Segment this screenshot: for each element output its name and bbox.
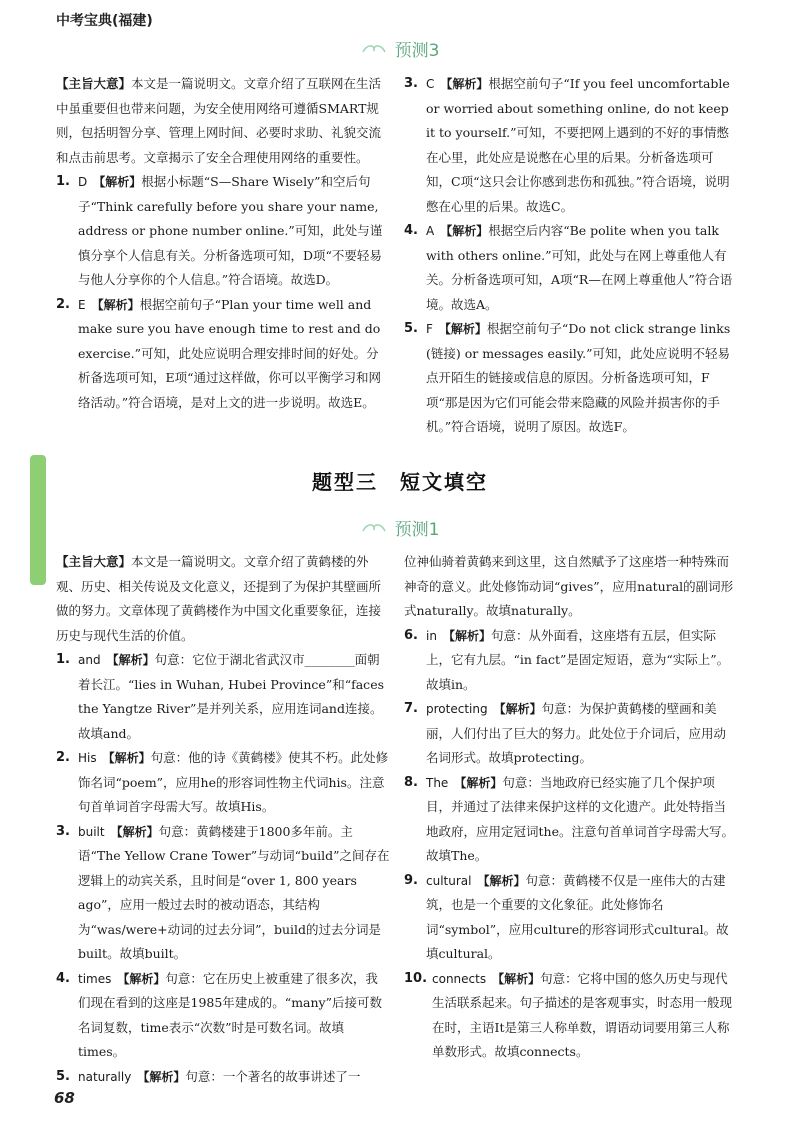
item-number: 5.: [404, 321, 418, 336]
item-number: 4.: [404, 223, 418, 238]
top-left-column: [56, 72, 390, 415]
summary-text: 本文是一篇说明文。文章介绍了互联网在生活中虽重要但也带来问题，为安全使用网络可遵循SMART规则，包括明智分享、管理上网时间、必要时求助、礼貌交流和点击前思考。文章揭示了安全合理使用网络的重要性。: [56, 76, 382, 165]
answer-item: [56, 746, 390, 820]
section-title-text: 预测3: [394, 41, 440, 61]
answer-item: [404, 697, 738, 771]
analysis-text: 根据小标题“S—Share Wisely”和空后句子“Think carefully before you share your name, address or phone number online.”可知，此处与谨慎分享个人信息有关。分析备选项可知，D项“不要轻易与他人分享你的个人信息。”符合语境。故选D。: [78, 174, 383, 287]
analysis-tag: 【解析】: [440, 77, 489, 91]
answer: connects: [432, 971, 487, 986]
heart-leaf-icon: [361, 523, 387, 537]
page-number: 68: [54, 1089, 75, 1107]
analysis-text: 句意：黄鹤楼不仅是一座伟大的古建筑，也是一个重要的文化象征。此处修饰名词“symbol”，应用culture的形容词形式cultural。故填cultural。: [426, 872, 729, 961]
bottom-right-column: [404, 550, 738, 1065]
item-number: 6.: [404, 627, 418, 643]
answer-item: [404, 869, 738, 967]
answer-item: [56, 648, 390, 746]
analysis-tag: 【解析】: [492, 971, 541, 986]
continuation-paragraph: 位神仙骑着黄鹤来到这里，这自然赋予了这座塔一种特殊而神奇的意义。此处修饰动词“gives”，应用natural的副词形式naturally。故填naturally。: [404, 554, 734, 618]
section-heading-question-type-3: 题型三 短文填空: [312, 470, 488, 494]
bottom-left-column: [56, 550, 390, 1089]
analysis-tag: 【解析】: [477, 873, 526, 888]
analysis-text: 句意：为保护黄鹤楼的壁画和美丽，人们付出了巨大的努力。此处位于介词后，应用动名词形式。故填protecting。: [426, 701, 727, 765]
answer: E: [78, 297, 86, 312]
book-header: 中考宝典(福建): [56, 13, 153, 29]
analysis-text: 句意：它位于湖北省武汉市________面朝着长江。“lies in Wuhan, Hubei Province”和“faces the Yangtze River”是并列关系，应用连词and连接。故填and。: [78, 652, 384, 741]
answer: A: [426, 224, 435, 238]
answer: C: [426, 77, 435, 91]
item-number: 10.: [404, 970, 428, 986]
answer-item: [404, 72, 738, 219]
analysis-tag: 【解析】: [440, 224, 489, 238]
analysis-text: 根据空前句子“If you feel uncomfortable or worried about something online, do not keep it to yourself.”可知，不要把网上遇到的不好的事情憋在心里，此处应是说憋在心里的后果。分析备选项可知，C项“这只会让你感到悲伤和孤独。”符合语境，说明憋在心里的后果。故选C。: [426, 76, 730, 214]
item-number: 4.: [56, 970, 70, 986]
analysis-text: 句意：他的诗《黄鹤楼》使其不朽。此处修饰名词“poem”，应用he的形容词性物主代词his。注意句首单词首字母需大写。故填His。: [78, 750, 389, 814]
answer: built: [78, 824, 105, 839]
answer-item: [404, 967, 738, 1065]
answer-item: [56, 820, 390, 967]
answer-item: [56, 293, 390, 416]
answer-item: [56, 170, 390, 293]
answer: F: [426, 322, 433, 336]
analysis-tag: 【解析】: [454, 775, 503, 790]
answer: times: [78, 971, 112, 986]
item-number: 3.: [56, 823, 70, 839]
answer: cultural: [426, 873, 472, 888]
analysis-text: 根据空前句子“Do not click strange links (链接) or messages easily.”可知，此处应说明不轻易点开陌生的链接或信息的原因。分析备选项可知，F项“那是因为它们可能会带来隐藏的风险并损害你的手机。”符合语境，说明了原因。故选F。: [426, 321, 731, 434]
section-title-forecast-3: [0, 36, 800, 61]
analysis-tag: 【解析】: [110, 824, 159, 839]
item-number: 9.: [404, 872, 418, 888]
answer: naturally: [78, 1069, 132, 1084]
item-number: 2.: [56, 750, 70, 765]
top-right-column: [404, 72, 738, 440]
analysis-tag: 【解析】: [91, 297, 140, 312]
answer: and: [78, 653, 101, 667]
analysis-tag: 【解析】: [493, 702, 542, 716]
analysis-tag: 【解析】: [442, 628, 491, 643]
answer-item: [56, 1065, 390, 1090]
item-number: 5.: [56, 1068, 70, 1084]
section-title-text: 预测1: [394, 520, 440, 540]
section-title-forecast-1: [0, 515, 800, 540]
analysis-tag: 【解析】: [102, 751, 151, 765]
summary-paragraph: [56, 550, 390, 648]
analysis-text: 句意：一个著名的故事讲述了一: [185, 1068, 361, 1084]
analysis-text: 句意：从外面看，这座塔有五层，但实际上，它有九层。“in fact”是固定短语，意为“实际上”。故填in。: [426, 627, 730, 692]
summary-tag: 【主旨大意】: [56, 76, 132, 91]
analysis-tag: 【解析】: [93, 175, 142, 189]
answer-item: [404, 624, 738, 698]
item-number: 1.: [56, 174, 70, 189]
item-number: 8.: [404, 774, 418, 790]
answer-item: [404, 317, 738, 440]
item-number: 3.: [404, 76, 418, 91]
analysis-text: 根据空前句子“Plan your time well and make sure you have enough time to rest and do exercise.”可知，此处应说明合理安排时间的好处。分析备选项可知，E项“通过这样做，你可以平衡学习和网络活动。”符合语境，是对上文的进一步说明。故选E。: [78, 296, 382, 410]
analysis-tag: 【解析】: [117, 971, 166, 986]
analysis-tag: 【解析】: [106, 653, 155, 667]
answer-item: [56, 967, 390, 1065]
summary-paragraph: [56, 72, 390, 170]
analysis-tag: 【解析】: [137, 1069, 186, 1084]
answer: The: [426, 775, 449, 790]
analysis-text: 根据空后内容“Be polite when you talk with others online.”可知，此处与在网上尊重他人有关。分析备选项可知，A项“R—在网上尊重他人”符合语境。故选A。: [426, 223, 733, 312]
analysis-text: 句意：黄鹤楼建于1800多年前。主语“The Yellow Crane Tower”与动词“build”之间存在逻辑上的动宾关系，且时间是“over 1, 800 years ago”，应用一般过去时的被动语态，其结构为“was/were+动词的过去分词”，build的过去分词是built。故填built。: [78, 823, 390, 961]
answer-item: [404, 219, 738, 317]
answer: His: [78, 751, 97, 765]
item-number: 7.: [404, 701, 418, 716]
heart-leaf-icon: [361, 44, 387, 58]
item-number: 2.: [56, 296, 70, 312]
answer: D: [78, 175, 88, 189]
analysis-text: 句意：它将中国的悠久历史与现代生活联系起来。句子描述的是客观事实，时态用一般现在时，主语It是第三人称单数，谓语动词要用第三人称单数形式。故填connects。: [432, 970, 733, 1059]
summary-tag: 【主旨大意】: [56, 554, 132, 569]
analysis-text: 句意：它在历史上被重建了很多次，我们现在看到的这座是1985年建成的。“many”后接可数名词复数，time表示“次数”时是可数名词。故填times。: [78, 970, 383, 1059]
analysis-tag: 【解析】: [438, 322, 487, 336]
answer: in: [426, 628, 437, 643]
item-number: 1.: [56, 652, 70, 667]
answer-item: [404, 771, 738, 869]
answer: protecting: [426, 702, 488, 716]
summary-text: 本文是一篇说明文。文章介绍了黄鹤楼的外观、历史、相关传说及文化意义，还提到了为保护其壁画所做的努力。文章体现了黄鹤楼作为中国文化重要象征，连接历史与现代生活的价值。: [56, 554, 382, 643]
analysis-text: 句意：当地政府已经实施了几个保护项目，并通过了法律来保护这样的文化遗产。此处特指当地政府，应用定冠词the。注意句首单词首字母需大写。故填The。: [426, 774, 734, 863]
